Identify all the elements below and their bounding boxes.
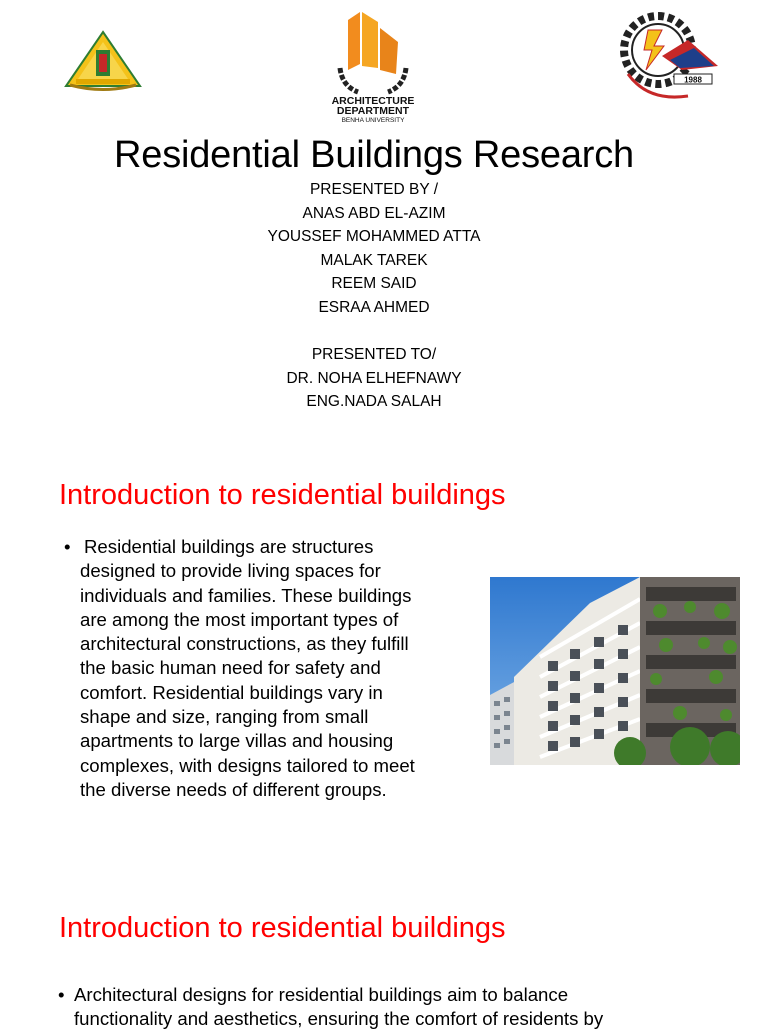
text-line: complexes, with designs tailored to meet (80, 754, 415, 776)
text-line: architectural constructions, as they fulfill (80, 633, 409, 655)
bullet-marker: • (64, 536, 71, 557)
presented-to-label: PRESENTED TO/ (311, 346, 437, 364)
section-bullet-paragraph (60, 535, 480, 802)
logo-text-line-1: ARCHITECTURE (331, 95, 415, 107)
text-line: functionality and aesthetics, ensuring the comfort of residents by (74, 1008, 604, 1030)
text-line: designed to provide living spaces for (80, 560, 381, 582)
presenter-name: ESRAA AHMED (318, 298, 430, 316)
text-line: shape and size, ranging from small (80, 706, 369, 728)
section-title: Introduction to residential buildings (59, 479, 506, 511)
presented-by-label: PRESENTED BY / (309, 181, 439, 198)
logo-text-line-3: BENHA UNIVERSITY (341, 117, 405, 124)
faculty-of-engineering-gear-logo (618, 12, 724, 104)
logo-year: 1988 (684, 75, 702, 85)
text-line: the diverse needs of different groups. (80, 778, 387, 800)
spacer (0, 320, 748, 344)
supervisor-name: ENG.NADA SALAH (306, 393, 442, 411)
presentation-title: Residential Buildings Research (114, 134, 634, 176)
text-line: individuals and families. These buildings (80, 584, 412, 606)
text-line: are among the most important types of (80, 608, 399, 630)
section-title: Introduction to residential buildings (59, 912, 506, 944)
text-line: comfort. Residential buildings vary in (80, 681, 383, 703)
residential-building-photo (490, 577, 740, 765)
presenter-name: YOUSSEF MOHAMMED ATTA (267, 228, 481, 246)
section-bullet-paragraph (58, 983, 718, 1032)
presenter-block (0, 178, 748, 414)
supervisor-name: DR. NOHA ELHEFNAWY (286, 369, 462, 387)
text-line: Residential buildings are structures (84, 536, 374, 557)
text-line: apartments to large villas and housing (80, 730, 394, 752)
benha-university-logo (62, 30, 144, 92)
text-line: the basic human need for safety and (80, 657, 381, 679)
presenter-name: REEM SAID (331, 275, 417, 293)
paragraph-lines (60, 535, 480, 802)
logo-text-line-2: DEPARTMENT (336, 105, 410, 117)
bullet-marker: • (58, 984, 65, 1005)
presenter-name: ANAS ABD EL-AZIM (302, 204, 446, 222)
architecture-department-logo (318, 8, 428, 126)
text-line: Architectural designs for residential buildings aim to balance (74, 984, 569, 1005)
paragraph-lines (58, 983, 718, 1032)
presenter-name: MALAK TAREK (320, 251, 428, 269)
